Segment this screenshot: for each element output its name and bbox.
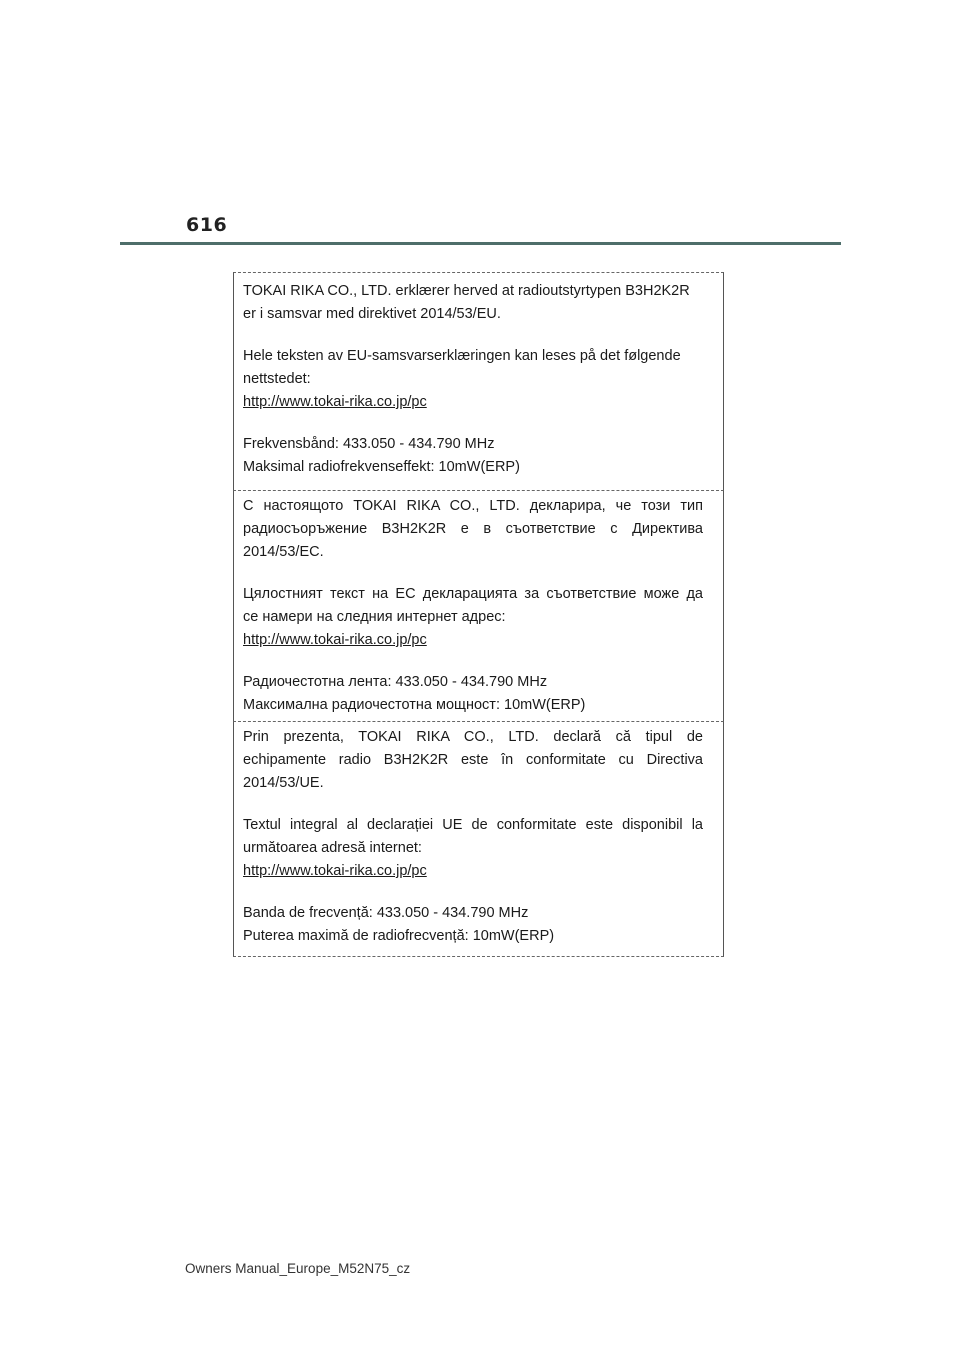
footer-manual-id: Owners Manual_Europe_M52N75_cz (185, 1261, 411, 1276)
page-number: 616 (186, 214, 228, 236)
frequency-paragraph (243, 433, 703, 479)
frequency-band: Banda de frecvență: 433.050 - 434.790 MHz (243, 905, 529, 921)
text-line: се намери на следния интернет адрес: (243, 609, 506, 625)
full-text-paragraph (243, 814, 703, 883)
declaration-box-norwegian (233, 272, 724, 490)
full-text-paragraph (243, 345, 703, 414)
max-power: Максимална радиочестотна мощност: 10mW(ERP) (243, 697, 586, 713)
declaration-paragraph (243, 495, 703, 564)
declaration-box-bulgarian (233, 490, 724, 721)
frequency-paragraph (243, 671, 703, 717)
declaration-paragraph (243, 726, 703, 795)
text-line: С настоящото TOKAI RIKA CO., LTD. декларира, че този тип (243, 498, 703, 514)
text-line: echipamente radio B3H2K2R este în conformitate cu Directiva (243, 752, 703, 768)
frequency-band: Радиочестотна лента: 433.050 - 434.790 MHz (243, 674, 548, 690)
text-line: nettstedet: (243, 371, 311, 387)
max-power: Puterea maximă de radiofrecvență: 10mW(ERP) (243, 928, 555, 944)
website-link[interactable]: http://www.tokai-rika.co.jp/pc (243, 394, 427, 410)
declaration-paragraph (243, 280, 703, 326)
text-line: 2014/53/UE. (243, 775, 324, 791)
website-link[interactable]: http://www.tokai-rika.co.jp/pc (243, 863, 427, 879)
header-rule (120, 242, 841, 245)
full-text-paragraph (243, 583, 703, 652)
text-line: TOKAI RIKA CO., LTD. erklærer herved at radioutstyrtypen B3H2K2R (243, 283, 690, 299)
website-link[interactable]: http://www.tokai-rika.co.jp/pc (243, 632, 427, 648)
text-line: Hele teksten av EU-samsvarserklæringen kan leses på det følgende (243, 348, 681, 364)
max-power: Maksimal radiofrekvenseffekt: 10mW(ERP) (243, 459, 520, 475)
text-line: următoarea adresă internet: (243, 840, 422, 856)
text-line: 2014/53/ЕС. (243, 544, 324, 560)
text-line: Цялостният текст на ЕС декларацията за съответствие може да (243, 586, 703, 602)
text-line: er i samsvar med direktivet 2014/53/EU. (243, 306, 501, 322)
text-line: Prin prezenta, TOKAI RIKA CO., LTD. declară că tipul de (243, 729, 703, 745)
frequency-paragraph (243, 902, 703, 948)
text-line: радиосъоръжение B3H2K2R е в съответствие с Директива (243, 521, 703, 537)
text-line: Textul integral al declarației UE de conformitate este disponibil la (243, 817, 703, 833)
frequency-band: Frekvensbånd: 433.050 - 434.790 MHz (243, 436, 495, 452)
declaration-box-romanian (233, 721, 724, 957)
